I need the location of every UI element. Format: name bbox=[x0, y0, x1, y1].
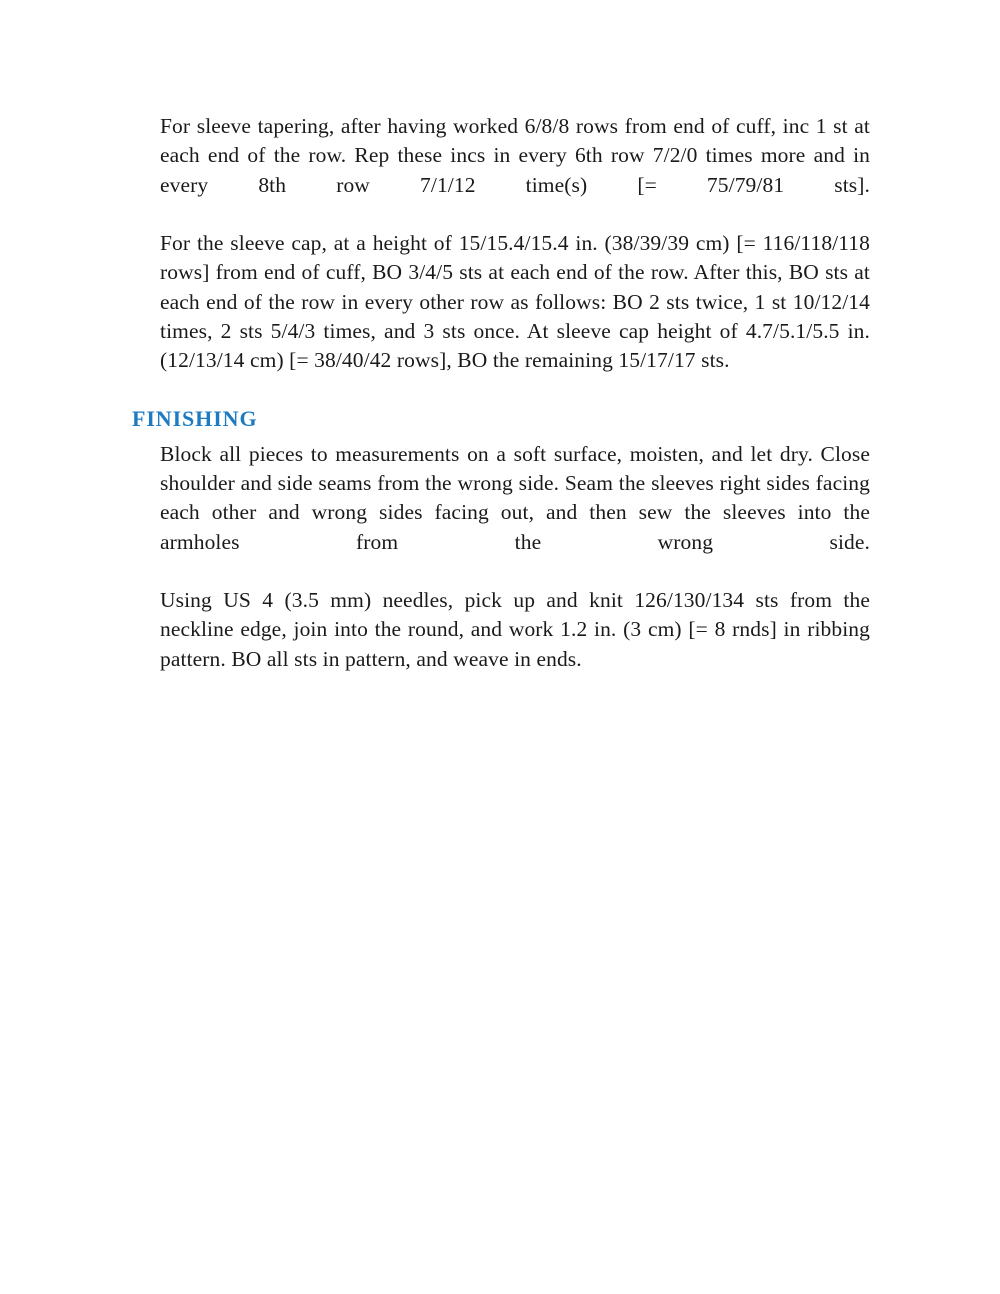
paragraph: For the sleeve cap, at a height of 15/15.4/15.4 in. (38/39/39 cm) [= 116/118/118 rows] from end of cuff, BO 3/4/5 sts at each end of the row. After this, BO sts at each end of the row in every other row as follows: BO 2 sts twice, 1 st 10/12/14 times, 2 sts 5/4/3 times, and 3 sts once. At sleeve cap height of 4.7/5.1/5.5 in. (12/13/14 cm) [= 38/40/42 rows], BO the remaining 15/17/17 sts. bbox=[160, 231, 870, 373]
paragraph: Block all pieces to measurements on a soft surface, moisten, and let dry. Close shoulder and side seams from the wrong side. Seam the sleeves right sides facing each other and wrong sides facing out, and then sew the sleeves into the armholes from the wrong side. bbox=[160, 441, 870, 554]
section-heading-finishing: FINISHING bbox=[132, 405, 258, 431]
paragraph: For sleeve tapering, after having worked 6/8/8 rows from end of cuff, inc 1 st at each end of the row. Rep these incs in every 6th row 7/2/0 times more and in every 8th row 7/1/12 time(s) [= 75/79/81 sts]. bbox=[160, 114, 870, 197]
section-finishing bbox=[132, 406, 870, 674]
section-sleeve-instructions bbox=[132, 112, 870, 376]
paragraph: Using US 4 (3.5 mm) needles, pick up and knit 126/130/134 sts from the neckline edge, join into the round, and work 1.2 in. (3 cm) [= 8 rnds] in ribbing pattern. BO all sts in pattern, and weave in ends. bbox=[160, 588, 870, 671]
